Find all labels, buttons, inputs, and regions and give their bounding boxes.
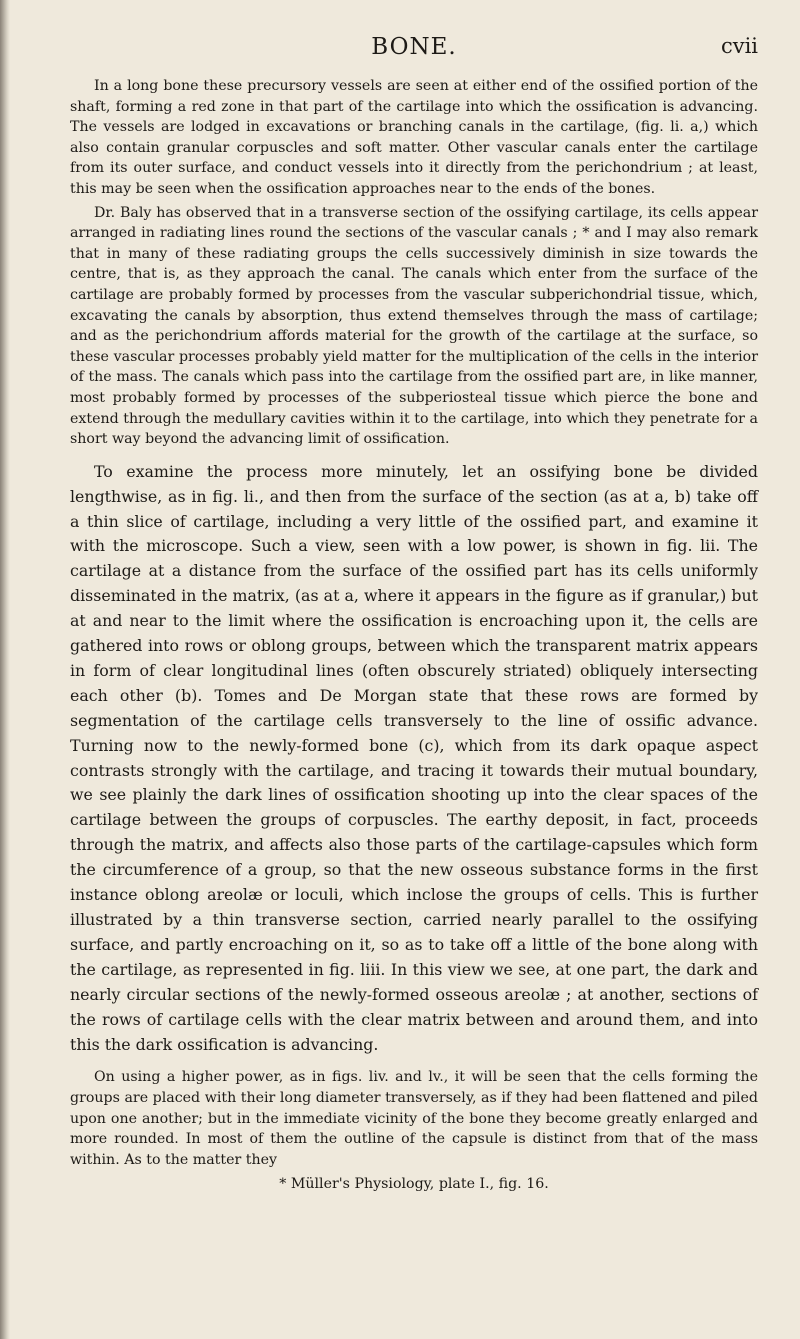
footnote: * Müller's Physiology, plate I., fig. 16. [279, 1176, 549, 1193]
paragraph-dr-baly: Dr. Baly has observed that in a transverse section of the ossifying cartilage, its cells appear arranged in radiating lines round the sections of the vascular canals ; * and I may also remark that in many of these radiating groups the cells successively diminish in size towards the centre, that is, as they approach the canal. The canals which enter from the surface of the cartilage are probably formed by processes from the vascular subperichondrial tissue, which, excavating the canals by absorption, thus extend themselves through the mass of cartilage; and as the perichondrium affords material for the growth of the cartilage at the surface, so these vascular processes probably yield matter for the multiplication of the cells in the interior of the mass. The canals which pass into the cartilage from the ossified part are, in like manner, most probably formed by processes of the subperiosteal tissue which pierce the bone and extend through the medullary cavities within it to the cartilage, into which they penetrate for a short way beyond the advancing limit of ossification. [70, 204, 758, 448]
paragraph-higher-power: On using a higher power, as in figs. liv. and lv., it will be seen that the cells forming the groups are placed with their long diameter transversely, as if they had been flattened and piled upon one another; but in the immediate vicinity of the bone they become greatly enlarged and more rounded. In most of them the outline of the capsule is distinct from that of the mass within. As to the matter they [70, 1069, 758, 1168]
paragraph-examine-process: To examine the process more minutely, let an ossifying bone be divided lengthwise, as in fig. li., and then from the surface of the section (as at a, b) take off a thin slice of cartilage, including a very little of the ossified part, and examine it with the microscope. Such a view, seen with a low power, is shown in fig. lii. The cartilage at a distance from the surface of the ossified part has its cells uniformly disseminated in the matrix, (as at a, where it appears in the figure as if granular,) but at and near to the limit where the ossification is encroaching upon it, the cells are gathered into rows or oblong groups, between which the transparent matrix appears in form of clear longitudinal lines (often obscurely striated) obliquely intersecting each other (b). Tomes and De Morgan state that these rows are formed by segmentation of the cartilage cells transversely to the line of ossific advance. Turning now to the newly-formed bone (c), which from its dark opaque aspect contrasts strongly with the cartilage, and tracing it towards their mutual boundary, we see plainly the dark lines of ossification shooting up into the clear spaces of the cartilage between the groups of corpuscles. The earthy deposit, in fact, proceeds through the matrix, and affects also those parts of the cartilage-capsules which form the circumference of a group, so that the new osseous substance forms in the first instance oblong areolæ or loculi, which inclose the groups of cells. This is further illustrated by a thin transverse section, carried nearly parallel to the ossifying surface, and partly encroaching on it, so as to take off a little of the bone along with the cartilage, as represented in fig. liii. In this view we see, at one part, the dark and nearly circular sections of the newly-formed osseous areolæ ; at another, sections of the rows of cartilage cells with the clear matrix between and around them, and into this the dark ossification is advancing. [70, 461, 758, 1054]
page-header [70, 34, 758, 76]
running-title: BONE. [371, 34, 457, 60]
page-number: cvii [720, 34, 758, 58]
paragraph-precursory-vessels: In a long bone these precursory vessels are seen at either end of the ossified portion of the shaft, forming a red zone in that part of the cartilage into which the ossification is advancing. The vessels are lodged in excavations or branching canals in the cartilage, (fig. li. a,) which also contain granular corpuscles and soft matter. Other vascular canals enter the cartilage from its outer surface, and conduct vessels into it directly from the perichondrium ; at least, this may be seen when the ossification approaches near to the ends of the bones. [70, 78, 758, 197]
